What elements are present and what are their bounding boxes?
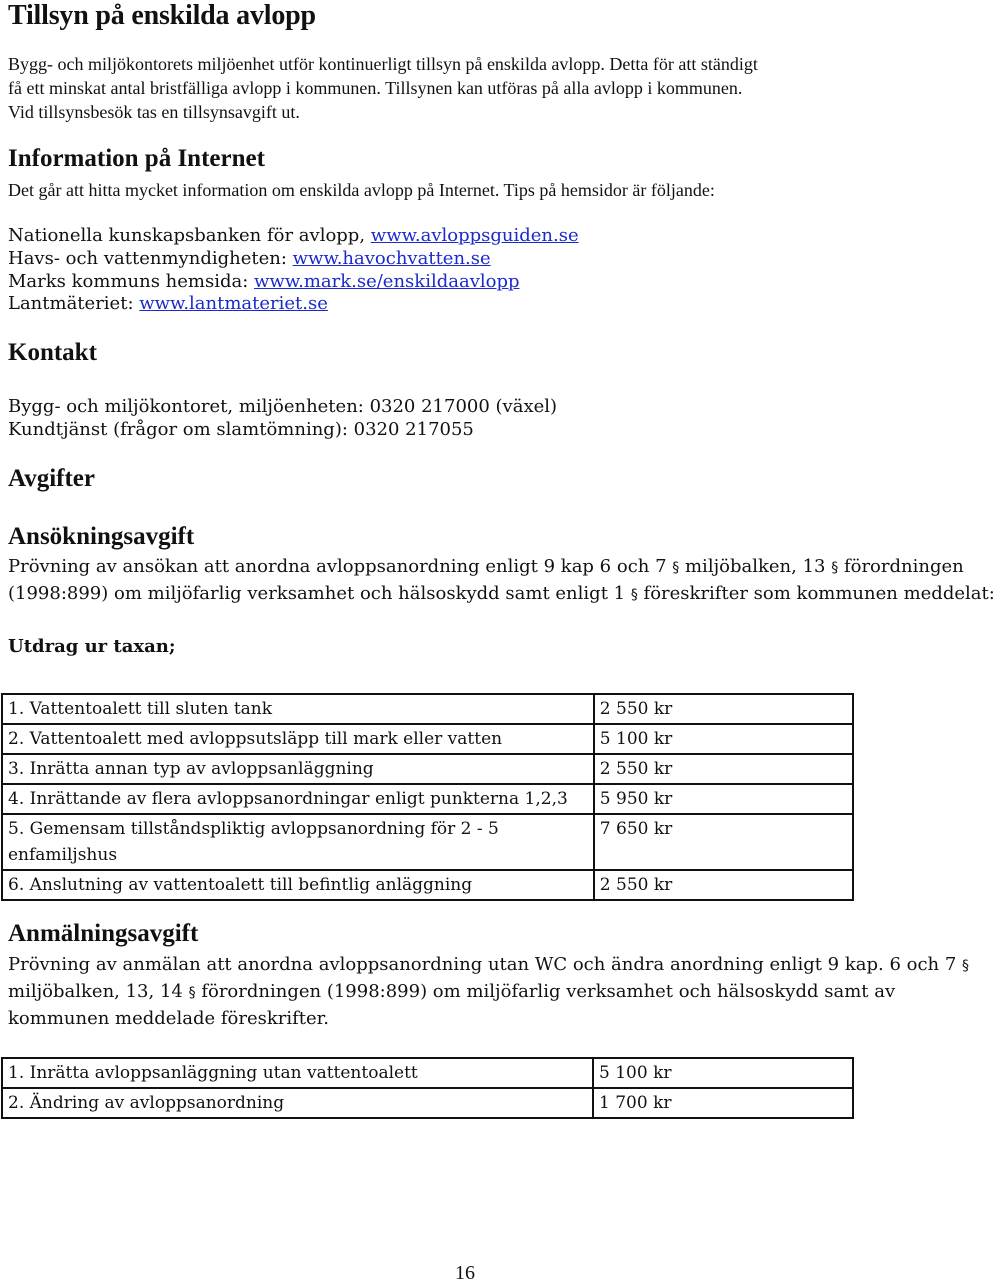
- section-sign-icon: §: [188, 985, 196, 1001]
- ansokan-text-line-2: [8, 580, 995, 609]
- internet-text: Det går att hitta mycket information om enskilda avlopp på Internet. Tips på hemsidor är följande:: [8, 180, 715, 200]
- kontakt-heading: Kontakt: [8, 339, 97, 366]
- page-title: Tillsyn på enskilda avlopp: [8, 0, 316, 31]
- link-label: Nationella kunskapsbanken för avlopp,: [8, 225, 371, 246]
- fee-item-line-2: enfamiljshus: [8, 845, 118, 865]
- section-sign-icon: §: [831, 560, 839, 576]
- fee-item: 1. Inrätta avloppsanläggning utan vattentoalett: [2, 1058, 593, 1088]
- text-fragment: förordningen: [838, 556, 964, 577]
- fee-item: 1. Vattentoalett till sluten tank: [2, 694, 594, 724]
- link-row-mark: [8, 270, 520, 294]
- fee-item: [2, 814, 594, 870]
- page-number: 16: [455, 1262, 475, 1284]
- fee-price: 1 700 kr: [593, 1088, 853, 1118]
- ansokan-fee-table: [1, 693, 854, 901]
- avloppsguiden-link[interactable]: www.avloppsguiden.se: [370, 225, 579, 246]
- fee-price: 5 100 kr: [593, 1058, 853, 1088]
- fee-price: 5 100 kr: [594, 724, 853, 754]
- anmalan-text-line-1: [8, 951, 969, 980]
- intro-line-1: Bygg- och miljökontorets miljöenhet utför kontinuerligt tillsyn på enskilda avlopp. Detta för att ständigt: [8, 54, 758, 74]
- table-row: [2, 724, 853, 754]
- lantmateriet-link[interactable]: www.lantmateriet.se: [139, 293, 328, 314]
- havochvatten-link[interactable]: www.havochvatten.se: [292, 248, 491, 269]
- text-fragment: föreskrifter som kommunen meddelat:: [637, 583, 995, 604]
- fee-price: 5 950 kr: [594, 784, 853, 814]
- table-row: [2, 870, 853, 900]
- intro-line-2: få ett minskat antal bristfälliga avlopp i kommunen. Tillsynen kan utföras på alla avlopp i kommunen.: [8, 78, 743, 98]
- kontakt-line-1: Bygg- och miljökontoret, miljöenheten: 0320 217000 (växel): [8, 396, 558, 417]
- anmalan-text-line-2: [8, 978, 895, 1007]
- fee-price: 7 650 kr: [594, 814, 853, 870]
- text-fragment: Prövning av anmälan att anordna avloppsanordning utan WC och ändra anordning enligt 9 kap. 6 och 7: [8, 954, 963, 975]
- link-label: Marks kommuns hemsida:: [8, 271, 255, 292]
- text-fragment: Prövning av ansökan att anordna avloppsanordning enligt 9 kap 6 och 7: [8, 556, 673, 577]
- link-label: Havs- och vattenmyndigheten:: [8, 248, 293, 269]
- anmalan-fee-table: [1, 1057, 854, 1119]
- table-row: [2, 754, 853, 784]
- section-sign-icon: §: [630, 587, 638, 603]
- text-fragment: miljöbalken, 13, 14: [8, 981, 189, 1002]
- fee-price: 2 550 kr: [594, 694, 853, 724]
- link-row-havochvatten: [8, 247, 491, 271]
- fee-item: 4. Inrättande av flera avloppsanordningar enligt punkterna 1,2,3: [2, 784, 594, 814]
- ansokningsavgift-heading: Ansökningsavgift: [8, 523, 195, 550]
- anmalningsavgift-heading: Anmälningsavgift: [8, 920, 199, 947]
- table-row: [2, 814, 853, 870]
- internet-heading: Information på Internet: [8, 145, 265, 172]
- table-row: [2, 1088, 853, 1118]
- mark-kommun-link[interactable]: www.mark.se/enskildaavlopp: [254, 271, 520, 292]
- utdrag-subheading: Utdrag ur taxan;: [8, 636, 176, 657]
- section-sign-icon: §: [962, 958, 970, 974]
- table-row: [2, 1058, 853, 1088]
- fee-item: 6. Anslutning av vattentoalett till befintlig anläggning: [2, 870, 594, 900]
- ansokan-text-line-1: [8, 553, 964, 582]
- link-label: Lantmäteriet:: [8, 293, 140, 314]
- fee-price: 2 550 kr: [594, 754, 853, 784]
- fee-item: 3. Inrätta annan typ av avloppsanläggning: [2, 754, 594, 784]
- anmalan-text-line-3: kommunen meddelade föreskrifter.: [8, 1008, 329, 1029]
- table-row: [2, 694, 853, 724]
- fee-item: 2. Vattentoalett med avloppsutsläpp till mark eller vatten: [2, 724, 594, 754]
- avgifter-heading: Avgifter: [8, 465, 95, 492]
- link-row-avloppsguiden: [8, 224, 579, 248]
- link-row-lantmateriet: [8, 292, 328, 316]
- fee-item-line-1: 5. Gemensam tillståndspliktig avloppsanordning för 2 - 5: [8, 819, 499, 839]
- kontakt-line-2: Kundtjänst (frågor om slamtömning): 0320 217055: [8, 419, 474, 440]
- text-fragment: (1998:899) om miljöfarlig verksamhet och hälsoskydd samt enligt 1: [8, 583, 631, 604]
- intro-line-3: Vid tillsynsbesök tas en tillsynsavgift ut.: [8, 102, 300, 122]
- table-row: [2, 784, 853, 814]
- text-fragment: förordningen (1998:899) om miljöfarlig verksamhet och hälsoskydd samt av: [195, 981, 896, 1002]
- section-sign-icon: §: [672, 560, 680, 576]
- text-fragment: miljöbalken, 13: [679, 556, 832, 577]
- fee-price: 2 550 kr: [594, 870, 853, 900]
- fee-item: 2. Ändring av avloppsanordning: [2, 1088, 593, 1118]
